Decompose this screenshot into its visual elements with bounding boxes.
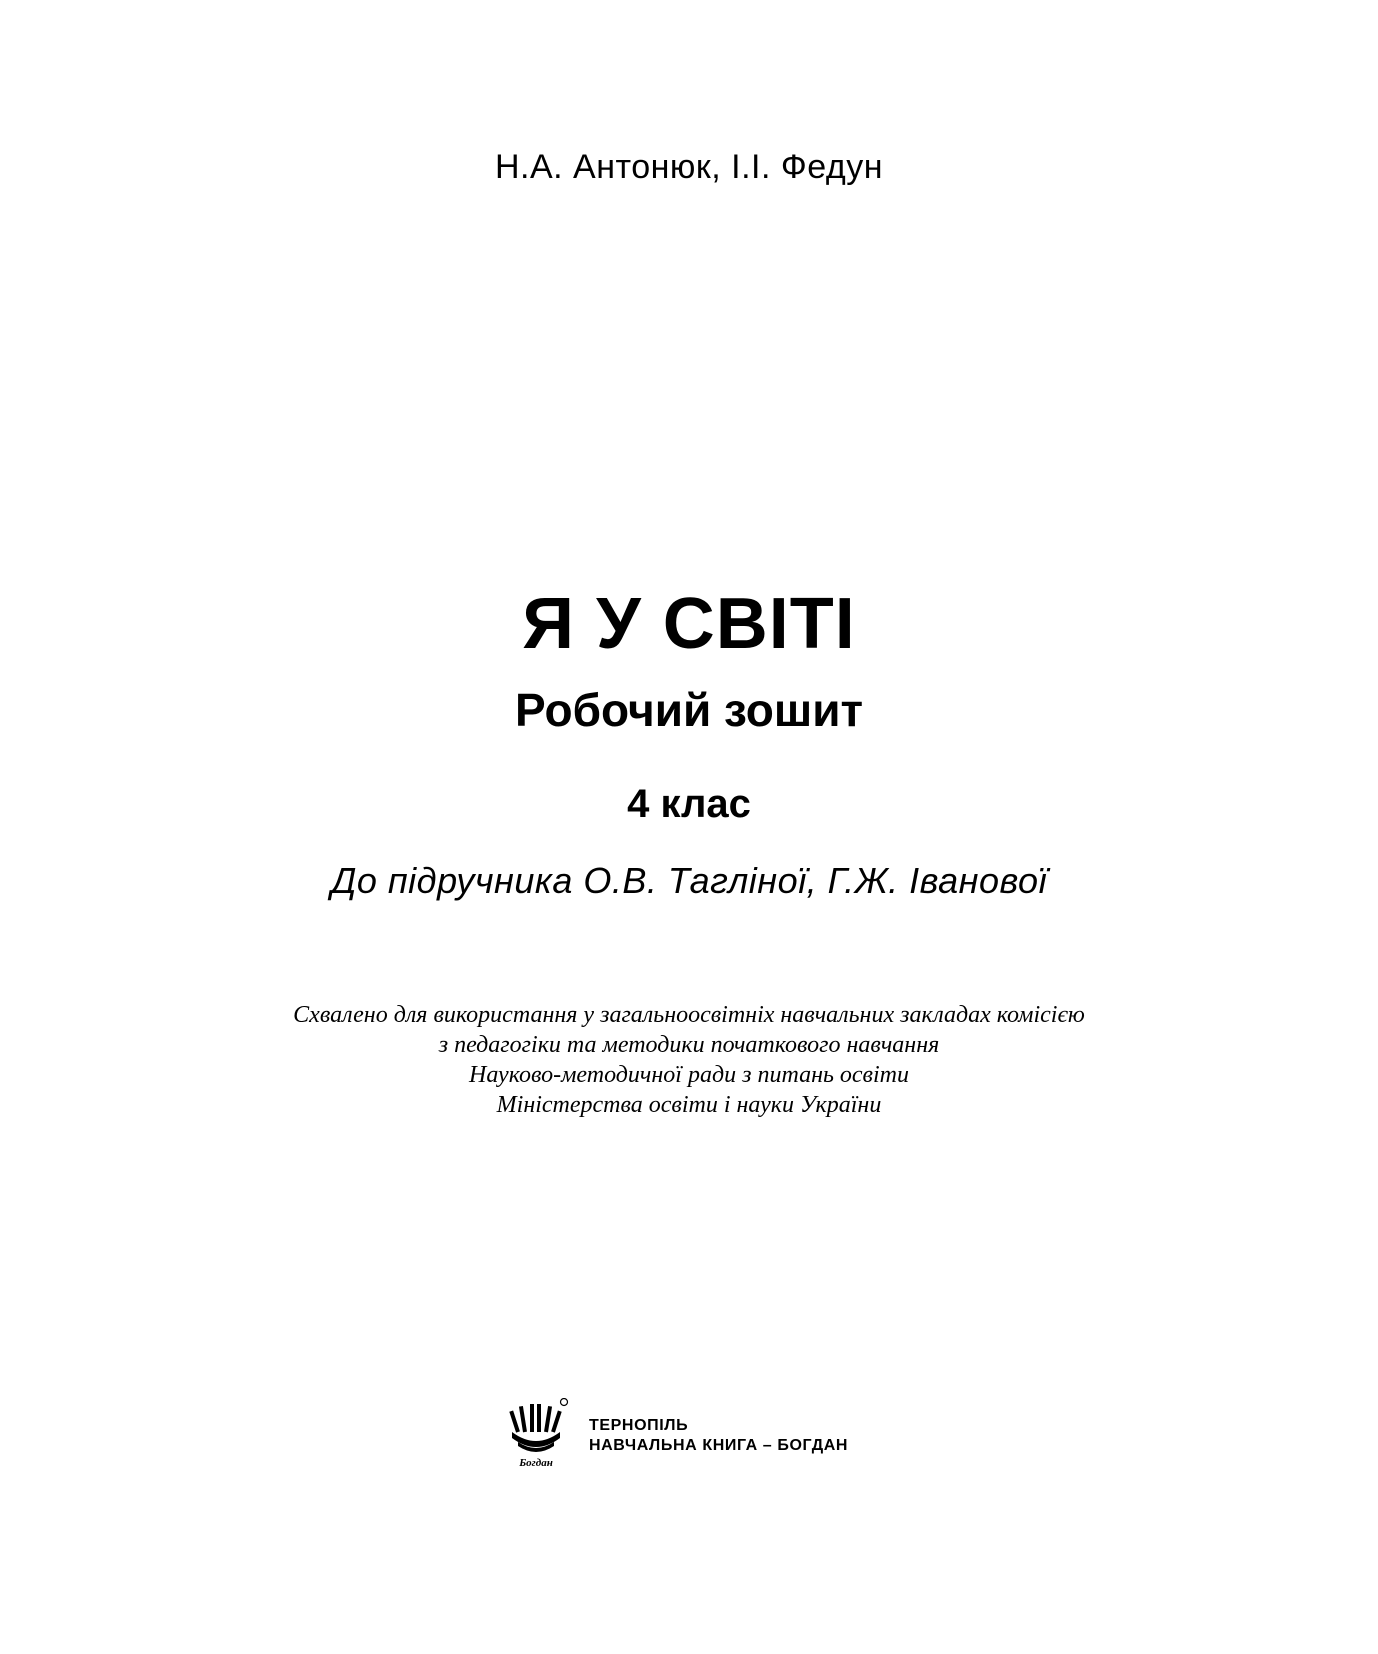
book-title: Я У СВІТІ — [522, 584, 856, 664]
approval-line: з педагогіки та методики початкового навчання — [438, 1032, 940, 1058]
publisher-block — [508, 1398, 868, 1468]
publisher-name: НАВЧАЛЬНА КНИГА – БОГДАН — [589, 1437, 849, 1454]
publisher-logo — [508, 1398, 572, 1468]
publisher-city: ТЕРНОПІЛЬ — [589, 1417, 689, 1434]
book-tree-icon — [508, 1398, 572, 1468]
textbook-reference: До підручника О.В. Тагліної, Г.Ж. Іванової — [331, 860, 1047, 901]
approval-line: Науково-методичної ради з питань освіти — [469, 1062, 909, 1088]
publisher-text — [589, 1416, 848, 1456]
logo-lettering: Богдан — [519, 1457, 553, 1468]
grade-label: 4 клас — [627, 782, 751, 826]
approval-statement — [0, 1000, 1378, 1120]
authors: Н.А. Антонюк, І.І. Федун — [494, 148, 884, 186]
approval-line: Схвалено для використання у загальноосвітніх навчальних закладах комісією — [293, 1002, 1085, 1028]
book-subtitle: Робочий зошит — [514, 684, 863, 736]
approval-line: Міністерства освіти і науки України — [496, 1092, 882, 1118]
